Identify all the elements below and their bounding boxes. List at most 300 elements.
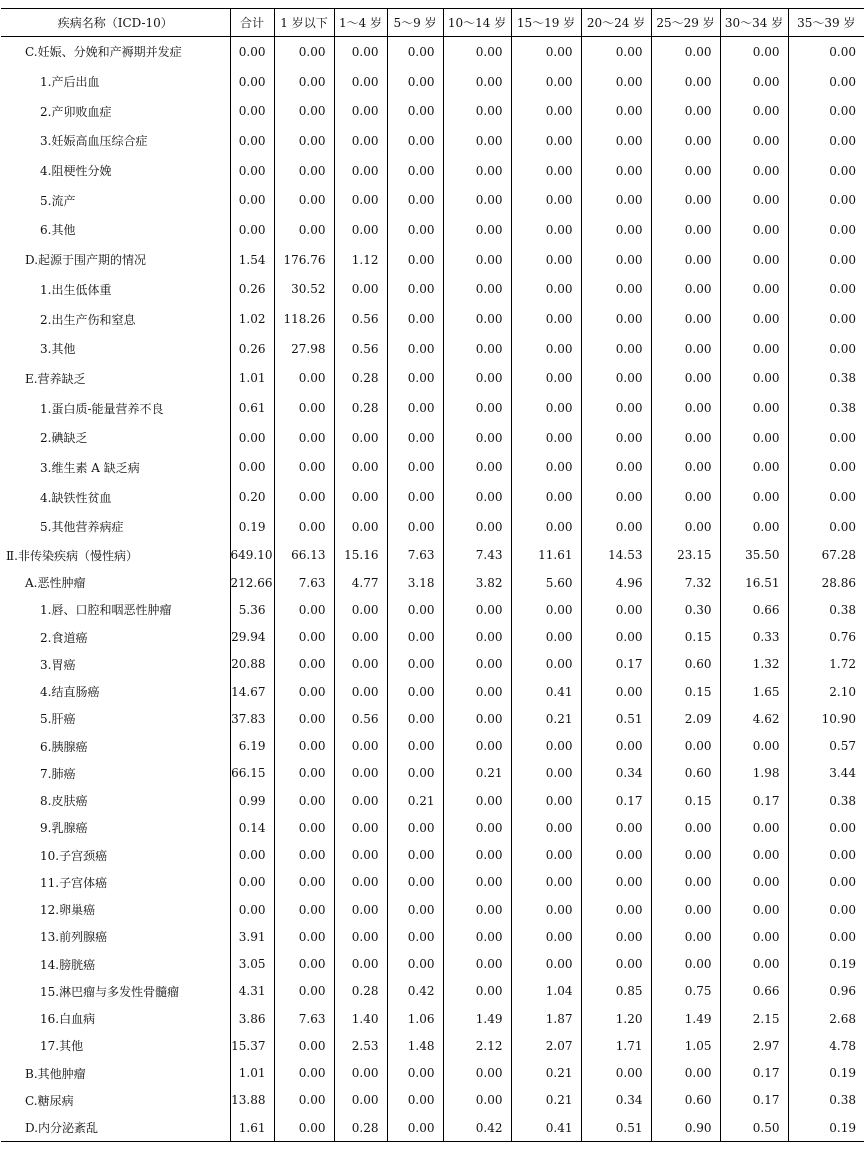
mortality-table — [1, 8, 864, 1142]
value-cell: 0.00 — [581, 814, 651, 841]
value-cell: 37.83 — [230, 705, 274, 732]
value-cell: 0.90 — [651, 1114, 720, 1142]
value-cell: 0.00 — [387, 651, 443, 678]
value-cell: 2.53 — [334, 1032, 387, 1059]
disease-name-cell: D.起源于围产期的情况 — [25, 253, 147, 268]
value-cell: 0.00 — [387, 215, 443, 245]
table-row — [1, 760, 864, 787]
value-cell: 0.00 — [443, 423, 511, 453]
value-cell: 0.38 — [788, 1087, 864, 1114]
value-cell: 0.00 — [387, 364, 443, 394]
value-cell: 0.00 — [720, 96, 788, 126]
value-cell: 0.00 — [581, 623, 651, 650]
value-cell: 0.60 — [651, 760, 720, 787]
value-cell: 0.00 — [720, 215, 788, 245]
value-cell: 0.00 — [334, 841, 387, 868]
value-cell: 35.50 — [720, 542, 788, 569]
value-cell: 0.00 — [788, 482, 864, 512]
value-cell: 0.19 — [788, 1114, 864, 1142]
value-cell: 0.00 — [443, 705, 511, 732]
value-cell: 0.00 — [581, 732, 651, 759]
value-cell: 0.28 — [334, 978, 387, 1005]
value-cell: 0.00 — [443, 482, 511, 512]
value-cell: 0.00 — [387, 37, 443, 67]
value-cell: 0.00 — [651, 950, 720, 977]
value-cell: 0.75 — [651, 978, 720, 1005]
value-cell: 0.00 — [274, 787, 334, 814]
value-cell: 0.00 — [443, 512, 511, 542]
value-cell: 0.28 — [334, 1114, 387, 1142]
disease-name-cell: A.恶性肿瘤 — [25, 576, 86, 591]
value-cell: 0.00 — [334, 923, 387, 950]
value-cell: 0.00 — [387, 423, 443, 453]
table-row — [1, 126, 864, 156]
value-cell: 0.28 — [334, 364, 387, 394]
value-cell: 0.00 — [274, 364, 334, 394]
value-cell: 0.00 — [651, 732, 720, 759]
header-total: 合计 — [230, 9, 274, 37]
value-cell: 0.00 — [581, 678, 651, 705]
value-cell: 0.00 — [274, 596, 334, 623]
table-row — [1, 950, 864, 977]
value-cell: 0.00 — [274, 678, 334, 705]
value-cell: 0.00 — [443, 245, 511, 275]
value-cell: 0.00 — [230, 215, 274, 245]
value-cell: 0.38 — [788, 787, 864, 814]
disease-name-cell: C.妊娠、分娩和产褥期并发症 — [25, 45, 182, 60]
value-cell: 0.00 — [581, 923, 651, 950]
value-cell: 0.00 — [387, 275, 443, 305]
value-cell: 0.00 — [387, 623, 443, 650]
value-cell: 0.56 — [334, 705, 387, 732]
value-cell: 0.00 — [274, 978, 334, 1005]
value-cell: 0.00 — [651, 37, 720, 67]
value-cell: 0.00 — [387, 453, 443, 483]
value-cell: 0.00 — [788, 453, 864, 483]
table-row — [1, 1087, 864, 1114]
value-cell: 0.00 — [511, 841, 581, 868]
value-cell: 1.06 — [387, 1005, 443, 1032]
value-cell: 0.00 — [334, 185, 387, 215]
table-row — [1, 512, 864, 542]
value-cell: 0.00 — [651, 334, 720, 364]
value-cell: 118.26 — [274, 304, 334, 334]
value-cell: 66.15 — [230, 760, 274, 787]
disease-name-cell: 15.淋巴瘤与多发性骨髓瘤 — [40, 984, 180, 999]
value-cell: 0.00 — [274, 67, 334, 97]
disease-name-cell: 2.出生产伤和窒息 — [40, 312, 136, 327]
value-cell: 0.00 — [443, 67, 511, 97]
value-cell: 0.00 — [651, 512, 720, 542]
value-cell: 0.00 — [387, 1059, 443, 1086]
header-age-under-1: 1 岁以下 — [274, 9, 334, 37]
table-row — [1, 623, 864, 650]
table-row — [1, 869, 864, 896]
disease-name-cell: 9.乳腺癌 — [40, 821, 88, 836]
disease-name-cell: 6.胰腺癌 — [40, 739, 88, 754]
value-cell: 0.00 — [511, 651, 581, 678]
table-row — [1, 1059, 864, 1086]
value-cell: 0.00 — [581, 869, 651, 896]
value-cell: 0.00 — [230, 869, 274, 896]
table-row — [1, 275, 864, 305]
value-cell: 1.87 — [511, 1005, 581, 1032]
value-cell: 13.88 — [230, 1087, 274, 1114]
value-cell: 0.00 — [334, 787, 387, 814]
value-cell: 0.00 — [720, 275, 788, 305]
table-row — [1, 678, 864, 705]
disease-name-cell: B.其他肿瘤 — [25, 1066, 86, 1081]
value-cell: 2.12 — [443, 1032, 511, 1059]
value-cell: 10.90 — [788, 705, 864, 732]
disease-name-cell: Ⅱ.非传染疾病（慢性病） — [6, 548, 138, 563]
value-cell: 0.34 — [581, 760, 651, 787]
disease-name-cell: 13.前列腺癌 — [40, 930, 108, 945]
value-cell: 0.66 — [720, 596, 788, 623]
value-cell: 0.00 — [511, 732, 581, 759]
value-cell: 0.00 — [720, 453, 788, 483]
table-row — [1, 482, 864, 512]
value-cell: 0.00 — [274, 950, 334, 977]
value-cell: 0.00 — [334, 623, 387, 650]
table-row — [1, 596, 864, 623]
value-cell: 0.60 — [651, 1087, 720, 1114]
value-cell: 0.00 — [334, 37, 387, 67]
value-cell: 0.00 — [511, 453, 581, 483]
value-cell: 0.00 — [720, 245, 788, 275]
value-cell: 0.51 — [581, 1114, 651, 1142]
value-cell: 0.00 — [334, 896, 387, 923]
value-cell: 0.00 — [334, 482, 387, 512]
disease-name-cell: 12.卵巢癌 — [40, 903, 96, 918]
value-cell: 0.00 — [511, 923, 581, 950]
value-cell: 0.00 — [581, 215, 651, 245]
disease-name-cell: 4.阻梗性分娩 — [40, 164, 112, 179]
value-cell: 0.19 — [788, 1059, 864, 1086]
value-cell: 0.00 — [788, 512, 864, 542]
value-cell: 0.00 — [274, 1059, 334, 1086]
value-cell: 0.00 — [443, 950, 511, 977]
disease-name-cell: 1.唇、口腔和咽恶性肿瘤 — [40, 603, 172, 618]
value-cell: 0.00 — [511, 67, 581, 97]
table-row — [1, 651, 864, 678]
value-cell: 5.36 — [230, 596, 274, 623]
value-cell: 0.00 — [230, 96, 274, 126]
value-cell: 2.68 — [788, 1005, 864, 1032]
value-cell: 0.00 — [511, 156, 581, 186]
value-cell: 0.38 — [788, 393, 864, 423]
value-cell: 0.00 — [334, 814, 387, 841]
value-cell: 0.00 — [230, 423, 274, 453]
value-cell: 0.99 — [230, 787, 274, 814]
table-row — [1, 1005, 864, 1032]
value-cell: 0.00 — [387, 67, 443, 97]
value-cell: 0.56 — [334, 334, 387, 364]
value-cell: 0.00 — [720, 67, 788, 97]
value-cell: 0.00 — [443, 364, 511, 394]
table-row — [1, 542, 864, 569]
value-cell: 0.00 — [651, 185, 720, 215]
value-cell: 0.00 — [230, 185, 274, 215]
value-cell: 0.00 — [788, 896, 864, 923]
value-cell: 0.00 — [651, 423, 720, 453]
value-cell: 0.19 — [230, 512, 274, 542]
value-cell: 27.98 — [274, 334, 334, 364]
value-cell: 0.00 — [788, 156, 864, 186]
value-cell: 0.17 — [581, 651, 651, 678]
value-cell: 0.00 — [511, 96, 581, 126]
value-cell: 0.00 — [511, 623, 581, 650]
value-cell: 4.77 — [334, 569, 387, 596]
value-cell: 0.00 — [274, 869, 334, 896]
value-cell: 1.65 — [720, 678, 788, 705]
value-cell: 0.00 — [443, 1059, 511, 1086]
value-cell: 0.21 — [387, 787, 443, 814]
value-cell: 0.00 — [720, 814, 788, 841]
value-cell: 0.00 — [387, 156, 443, 186]
table-row — [1, 1032, 864, 1059]
value-cell: 0.00 — [581, 67, 651, 97]
value-cell: 0.00 — [274, 651, 334, 678]
value-cell: 0.00 — [274, 1087, 334, 1114]
value-cell: 0.00 — [443, 896, 511, 923]
value-cell: 0.76 — [788, 623, 864, 650]
value-cell: 7.32 — [651, 569, 720, 596]
header-age-10-14: 10～14 岁 — [443, 9, 511, 37]
value-cell: 0.00 — [581, 896, 651, 923]
disease-name-cell: 10.子宫颈癌 — [40, 848, 108, 863]
value-cell: 0.00 — [274, 423, 334, 453]
value-cell: 0.00 — [387, 126, 443, 156]
value-cell: 3.86 — [230, 1005, 274, 1032]
table-row — [1, 787, 864, 814]
value-cell: 0.00 — [511, 364, 581, 394]
value-cell: 0.00 — [443, 275, 511, 305]
value-cell: 0.00 — [581, 950, 651, 977]
value-cell: 0.38 — [788, 364, 864, 394]
value-cell: 0.00 — [334, 869, 387, 896]
value-cell: 0.00 — [581, 453, 651, 483]
value-cell: 0.17 — [720, 1059, 788, 1086]
value-cell: 0.00 — [387, 393, 443, 423]
table-row — [1, 569, 864, 596]
value-cell: 0.00 — [581, 37, 651, 67]
value-cell: 0.00 — [274, 732, 334, 759]
value-cell: 0.21 — [443, 760, 511, 787]
value-cell: 1.05 — [651, 1032, 720, 1059]
value-cell: 1.04 — [511, 978, 581, 1005]
value-cell: 0.00 — [511, 334, 581, 364]
value-cell: 7.63 — [274, 1005, 334, 1032]
value-cell: 2.97 — [720, 1032, 788, 1059]
value-cell: 0.00 — [788, 334, 864, 364]
disease-name-cell: 5.流产 — [40, 193, 76, 208]
value-cell: 0.00 — [651, 245, 720, 275]
value-cell: 0.00 — [443, 923, 511, 950]
value-cell: 0.00 — [334, 1059, 387, 1086]
value-cell: 0.00 — [443, 841, 511, 868]
value-cell: 0.00 — [511, 423, 581, 453]
value-cell: 0.00 — [511, 304, 581, 334]
value-cell: 0.00 — [230, 126, 274, 156]
value-cell: 2.07 — [511, 1032, 581, 1059]
value-cell: 0.00 — [443, 651, 511, 678]
value-cell: 0.20 — [230, 482, 274, 512]
value-cell: 0.00 — [511, 512, 581, 542]
disease-name-cell: 11.子宫体癌 — [40, 875, 108, 890]
value-cell: 0.00 — [443, 37, 511, 67]
value-cell: 7.63 — [387, 542, 443, 569]
value-cell: 0.41 — [511, 1114, 581, 1142]
value-cell: 0.00 — [651, 275, 720, 305]
disease-name-cell: 5.其他营养病症 — [40, 520, 124, 535]
value-cell: 0.61 — [230, 393, 274, 423]
table-row — [1, 705, 864, 732]
value-cell: 4.62 — [720, 705, 788, 732]
value-cell: 0.00 — [387, 304, 443, 334]
header-age-15-19: 15～19 岁 — [511, 9, 581, 37]
value-cell: 0.19 — [788, 950, 864, 977]
value-cell: 0.00 — [651, 67, 720, 97]
table-header-row — [1, 9, 864, 37]
value-cell: 0.00 — [511, 869, 581, 896]
value-cell: 2.09 — [651, 705, 720, 732]
value-cell: 0.00 — [720, 841, 788, 868]
value-cell: 0.00 — [334, 215, 387, 245]
value-cell: 2.15 — [720, 1005, 788, 1032]
disease-name-cell: 1.产后出血 — [40, 75, 100, 90]
table-row — [1, 814, 864, 841]
value-cell: 176.76 — [274, 245, 334, 275]
value-cell: 0.00 — [443, 787, 511, 814]
header-age-25-29: 25～29 岁 — [651, 9, 720, 37]
value-cell: 1.01 — [230, 364, 274, 394]
value-cell: 0.00 — [387, 185, 443, 215]
value-cell: 0.00 — [581, 596, 651, 623]
value-cell: 0.00 — [720, 393, 788, 423]
value-cell: 0.00 — [651, 126, 720, 156]
value-cell: 1.12 — [334, 245, 387, 275]
value-cell: 0.00 — [387, 334, 443, 364]
value-cell: 0.00 — [443, 185, 511, 215]
value-cell: 28.86 — [788, 569, 864, 596]
value-cell: 0.00 — [788, 185, 864, 215]
value-cell: 0.00 — [334, 156, 387, 186]
value-cell: 0.00 — [387, 760, 443, 787]
value-cell: 0.21 — [511, 705, 581, 732]
value-cell: 0.42 — [387, 978, 443, 1005]
value-cell: 0.00 — [274, 185, 334, 215]
value-cell: 6.19 — [230, 732, 274, 759]
value-cell: 0.00 — [230, 841, 274, 868]
value-cell: 0.00 — [334, 453, 387, 483]
value-cell: 0.00 — [387, 245, 443, 275]
value-cell: 0.00 — [230, 37, 274, 67]
disease-name-cell: 8.皮肤癌 — [40, 794, 88, 809]
value-cell: 15.16 — [334, 542, 387, 569]
value-cell: 0.00 — [651, 364, 720, 394]
table-row — [1, 185, 864, 215]
value-cell: 0.00 — [274, 156, 334, 186]
value-cell: 1.20 — [581, 1005, 651, 1032]
disease-name-cell: 5.肝癌 — [40, 712, 76, 727]
value-cell: 0.00 — [581, 423, 651, 453]
value-cell: 0.00 — [274, 841, 334, 868]
disease-name-cell: 3.胃癌 — [40, 657, 76, 672]
value-cell: 0.00 — [230, 67, 274, 97]
value-cell: 0.00 — [720, 156, 788, 186]
value-cell: 0.00 — [651, 841, 720, 868]
value-cell: 0.00 — [387, 814, 443, 841]
value-cell: 0.00 — [788, 841, 864, 868]
table-row — [1, 304, 864, 334]
value-cell: 0.85 — [581, 978, 651, 1005]
value-cell: 0.57 — [788, 732, 864, 759]
value-cell: 649.10 — [230, 542, 274, 569]
table-row — [1, 37, 864, 67]
value-cell: 0.41 — [511, 678, 581, 705]
value-cell: 0.14 — [230, 814, 274, 841]
value-cell: 0.00 — [443, 334, 511, 364]
value-cell: 0.00 — [581, 512, 651, 542]
value-cell: 0.00 — [443, 596, 511, 623]
value-cell: 0.00 — [443, 814, 511, 841]
table-row — [1, 67, 864, 97]
value-cell: 0.00 — [443, 156, 511, 186]
value-cell: 0.00 — [720, 304, 788, 334]
value-cell: 0.00 — [788, 923, 864, 950]
value-cell: 20.88 — [230, 651, 274, 678]
value-cell: 0.00 — [443, 96, 511, 126]
value-cell: 0.00 — [720, 126, 788, 156]
disease-name-cell: 2.产卯败血症 — [40, 104, 112, 119]
disease-name-cell: 3.妊娠高血压综合症 — [40, 134, 148, 149]
value-cell: 0.66 — [720, 978, 788, 1005]
value-cell: 0.00 — [720, 185, 788, 215]
value-cell: 0.00 — [274, 923, 334, 950]
value-cell: 67.28 — [788, 542, 864, 569]
header-disease-name: 疾病名称（ICD-10） — [1, 9, 230, 37]
value-cell: 0.00 — [581, 334, 651, 364]
value-cell: 0.00 — [274, 896, 334, 923]
disease-name-cell: 1.出生低体重 — [40, 282, 112, 297]
value-cell: 23.15 — [651, 542, 720, 569]
value-cell: 0.00 — [274, 215, 334, 245]
value-cell: 0.00 — [274, 814, 334, 841]
table-row — [1, 423, 864, 453]
value-cell: 0.38 — [788, 596, 864, 623]
value-cell: 0.00 — [651, 156, 720, 186]
value-cell: 0.00 — [334, 596, 387, 623]
disease-name-cell: 7.肺癌 — [40, 766, 76, 781]
value-cell: 0.00 — [443, 1087, 511, 1114]
value-cell: 0.00 — [511, 814, 581, 841]
value-cell: 0.21 — [511, 1059, 581, 1086]
value-cell: 0.00 — [443, 623, 511, 650]
value-cell: 0.00 — [334, 1087, 387, 1114]
value-cell: 0.00 — [334, 96, 387, 126]
value-cell: 0.00 — [443, 304, 511, 334]
value-cell: 0.00 — [274, 760, 334, 787]
value-cell: 14.67 — [230, 678, 274, 705]
value-cell: 0.33 — [720, 623, 788, 650]
value-cell: 0.00 — [230, 453, 274, 483]
value-cell: 0.00 — [720, 869, 788, 896]
value-cell: 0.00 — [387, 482, 443, 512]
table-row — [1, 978, 864, 1005]
value-cell: 15.37 — [230, 1032, 274, 1059]
value-cell: 0.56 — [334, 304, 387, 334]
